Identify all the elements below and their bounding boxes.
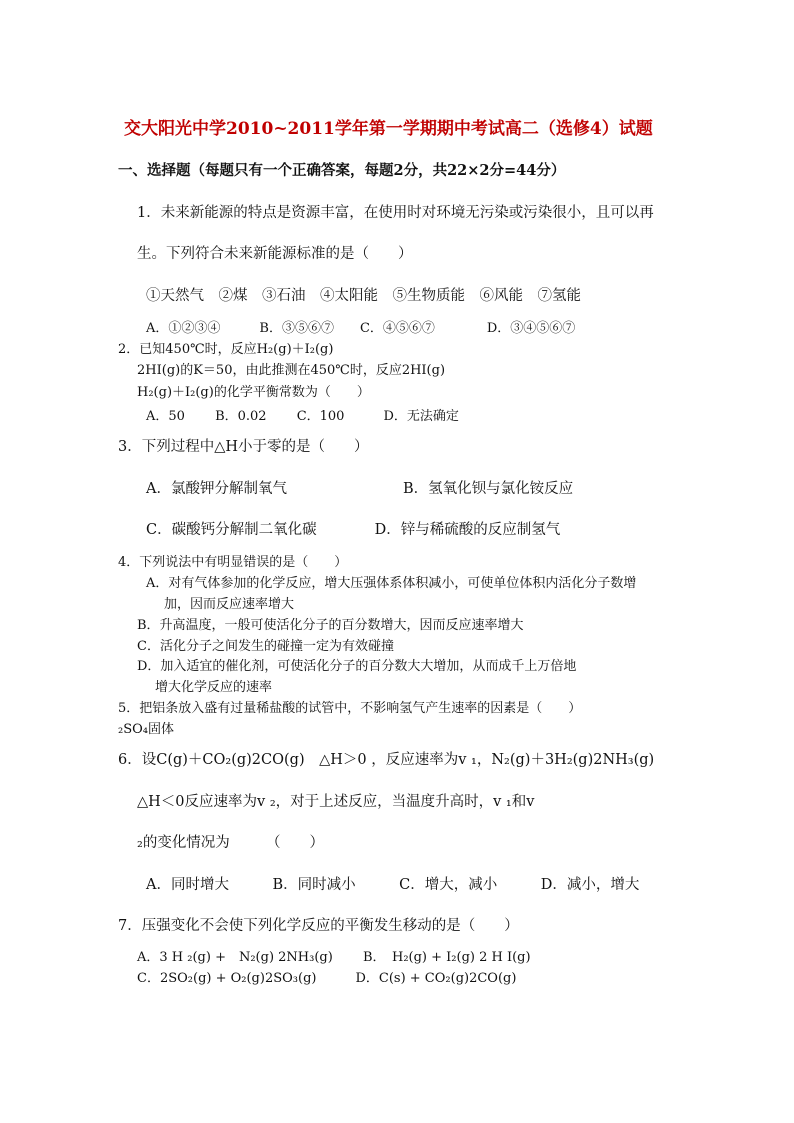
q6-options: A．同时增大 B．同时减小 C．增大，减小 D．减小，增大 bbox=[146, 877, 640, 893]
q4-option-c: C．活化分子之间发生的碰撞一定为有效碰撞 bbox=[137, 639, 394, 654]
q3-options-ab: A．氯酸钾分解制氧气 B．氢氧化钡与氯化铵反应 bbox=[146, 481, 574, 497]
q2-stem-line3: H₂(g)＋I₂(g)的化学平衡常数为（ ） bbox=[137, 385, 370, 400]
q1-stem-cont: 生。下列符合未来新能源标准的是（ ） bbox=[137, 246, 413, 262]
q4-option-d-cont: 增大化学反应的速率 bbox=[155, 680, 273, 695]
q2-stem: 2．已知450℃时，反应H₂(g)＋I₂(g) bbox=[118, 342, 334, 357]
q4-option-a: A．对有气体参加的化学反应，增大压强体系体积减小，可使单位体积内活化分子数增 bbox=[146, 576, 637, 591]
q4-option-d: D．加入适宜的催化剂，可使活化分子的百分数大大增加，从而成千上万倍地 bbox=[137, 659, 577, 674]
q2-options: A．50 B．0.02 C．100 D．无法确定 bbox=[146, 409, 459, 424]
q7-options-cd: C．2SO₂(g) + O₂(g)2SO₃(g) D．C(s) + CO₂(g)2CO(g) bbox=[137, 971, 517, 986]
q7-stem: 7．压强变化不会使下列化学反应的平衡发生移动的是（ ） bbox=[118, 918, 519, 934]
q5-stem: 5．把铝条放入盛有过量稀盐酸的试管中，不影响氢气产生速率的因素是（ ） bbox=[118, 701, 582, 716]
q6-stem-line2: △H＜0反应速率为v ₂，对于上述反应，当温度升高时，v ₁和v bbox=[137, 794, 535, 810]
q4-option-b: B．升高温度，一般可使活化分子的百分数增大，因而反应速率增大 bbox=[137, 618, 524, 633]
q6-stem: 6．设C(g)＋CO₂(g)2CO(g) △H＞0 ，反应速率为v ₁，N₂(g)＋3H₂(g)2NH₃(g) bbox=[118, 752, 655, 768]
q1-stem: 1．未来新能源的特点是资源丰富，在使用时对环境无污染或污染很小，且可以再 bbox=[137, 205, 654, 221]
q3-options-cd: C．碳酸钙分解制二氧化碳 D．锌与稀硫酸的反应制氢气 bbox=[146, 522, 561, 538]
q3-stem: 3．下列过程中△H小于零的是（ ） bbox=[118, 439, 369, 455]
q1-items: ①天然气 ②煤 ③石油 ④太阳能 ⑤生物质能 ⑥风能 ⑦氢能 bbox=[146, 288, 581, 304]
q7-options-ab: A．3 H ₂(g) + N₂(g) 2NH₃(g) B． H₂(g) + I₂(g) 2 H I(g) bbox=[137, 950, 531, 965]
section-heading: 一、选择题（每题只有一个正确答案，每题2分，共22×2分=44分） bbox=[118, 162, 566, 179]
q2-stem-line2: 2HI(g)的K＝50，由此推测在450℃时，反应2HI(g) bbox=[137, 363, 446, 378]
q5-fragment: ₂SO₄固体 bbox=[118, 722, 174, 737]
exam-title: 交大阳光中学2010~2011学年第一学期期中考试高二（选修4）试题 bbox=[124, 119, 653, 139]
q4-option-a-cont: 加，因而反应速率增大 bbox=[164, 597, 295, 612]
q6-stem-line3: ₂的变化情况为 （ ） bbox=[137, 835, 325, 851]
q1-options: A．①②③④ B．③⑤⑥⑦ C．④⑤⑥⑦ D．③④⑤⑥⑦ bbox=[146, 321, 576, 336]
q4-stem: 4．下列说法中有明显错误的是（ ） bbox=[118, 555, 348, 570]
